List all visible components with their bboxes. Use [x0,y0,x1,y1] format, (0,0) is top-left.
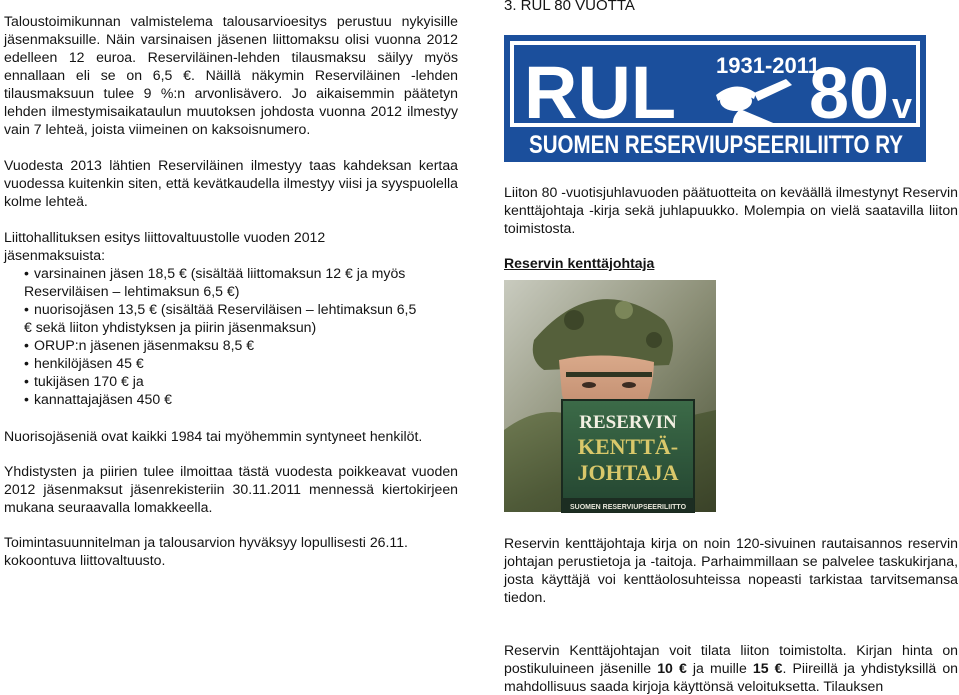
rul-80-logo-graphic [504,35,926,162]
logo-v-text: v [892,85,913,126]
bullet-icon: • [24,391,29,407]
other-price: 15 € [752,660,783,676]
book-subheading: Reservin kenttäjohtaja [504,255,655,271]
youth-members-paragraph: Nuorisojäseniä ovat kaikki 1984 tai myöhemmin syntyneet henkilöt. [4,428,423,444]
book-cover [562,400,694,512]
book-title-line2: KENTTÄ- [577,434,679,459]
list-item: • varsinainen jäsen 18,5 € (sisältää liittomaksun 12 € ja myös [24,265,406,281]
logo-eighty-text: 80 [809,54,890,134]
anniversary-paragraph: Liiton 80 -vuotisjuhlavuoden päätuotteita on keväällä ilmestynyt Reservin kenttäjohtaja -kirja sekä juhlapuukko. Molempia on vielä saatavilla liiton toimistosta. [504,184,958,236]
bullet-icon: • [24,301,29,317]
list-item: Reserviläisen – lehtimaksun 6,5 €) [24,283,240,299]
member-price: 10 € [657,660,687,676]
fees-section [4,228,458,408]
list-item: • tukijäsen 170 € ja [24,373,144,389]
ordering-paragraph: Reservin Kenttäjohtajan voit tilata liiton toimistolta. Kirjan hinta on postikuluineen jäsenille 10 € ja muille 15 €. Piireillä ja yhdistyksillä on mahdollisuus saada kirjoja käyttönsä veloituksetta. Tilauksen [504,642,959,694]
bullet-icon: • [24,337,29,353]
book-cover-photo [504,280,716,512]
list-item: • ORUP:n jäsenen jäsenmaksu 8,5 € [24,337,255,353]
logo-rul-text: RUL [524,51,677,134]
list-item: • henkilöjäsen 45 € [24,355,144,371]
associations-paragraph: Yhdistysten ja piirien tulee ilmoittaa tästä vuodesta poikkeavat vuoden 2012 jäsenmaksut jäsenrekisteriin 30.11.2011 mennessä kiertokirjeen mukana seuraavalla lomakkeella. [4,463,458,515]
logo-organization-text: SUOMEN RESERVIUPSEERILIITTO RY [529,131,904,159]
publication-paragraph: Vuodesta 2013 lähtien Reserviläinen ilmestyy taas kahdeksan kertaa vuodessa kuitenkin siten, että kevätkaudella ilmestyy viisi ja syyspuolella kolme lehteä. [4,157,458,209]
fees-list [4,264,458,408]
bullet-icon: • [24,373,29,389]
right-column [504,0,958,695]
fees-intro-line1: Liittohallituksen esitys liittovaltuustolle vuoden 2012 [4,229,326,245]
book-title-line3: JOHTAJA [577,460,679,485]
rul-80-logo [504,35,926,162]
bullet-icon: • [24,355,29,371]
logo-years-text: 1931-2011 [716,53,820,78]
left-column [4,12,458,569]
list-item: • nuorisojäsen 13,5 € (sisältää Reserviläisen – lehtimaksun 6,5 [24,301,417,317]
list-item: • kannattajajäsen 450 € [24,391,172,407]
book-title-line1: RESERVIN [579,412,677,433]
bullet-icon: • [24,265,29,281]
list-item: € sekä liiton yhdistyksen ja piirin jäsenmaksun) [24,319,317,335]
budget-paragraph: Taloustoimikunnan valmistelema talousarvioesitys perustuu nykyisille jäsenmaksuille. Näin varsinaisen jäsenen liittomaksu olisi vuonna 2012 edelleen 12 euroa. Reserviläinen-lehden tilausmaksu säilyy myös ennallaan eli se on 6,5 €. Näillä näkymin Reserviläinen -lehden tilausmaksuun tulee 9 %:n arvonlisävero. Jo aikaisemmin päätetyn lehden ilmestymisaikataulun muutoksen johdosta vuonna 2012 ilmestyy vain 7 lehteä, joista viimeinen on kaksoisnumero. [4,13,458,137]
fees-intro-line2: jäsenmaksuista: [4,247,106,263]
approval-paragraph: Toimintasuunnitelman ja talousarvion hyväksyy lopullisesti 26.11. kokoontuva liittovaltuusto. [4,534,408,568]
book-footer-text: SUOMEN RESERVIUPSEERILIITTO [569,504,687,511]
section-heading: 3. RUL 80 VUOTTA [504,0,635,14]
soldier-with-book-image [504,280,716,512]
book-description-paragraph: Reservin kenttäjohtaja kirja on noin 120-sivuinen rautaisannos reservin johtajan perustietoja ja -taitoja. Parhaimmillaan se palvelee taskukirjana, josta käyttäjä voi kenttäolosuhteissa nopeasti tarkistaa tarvitsemansa tiedon. [504,535,958,605]
